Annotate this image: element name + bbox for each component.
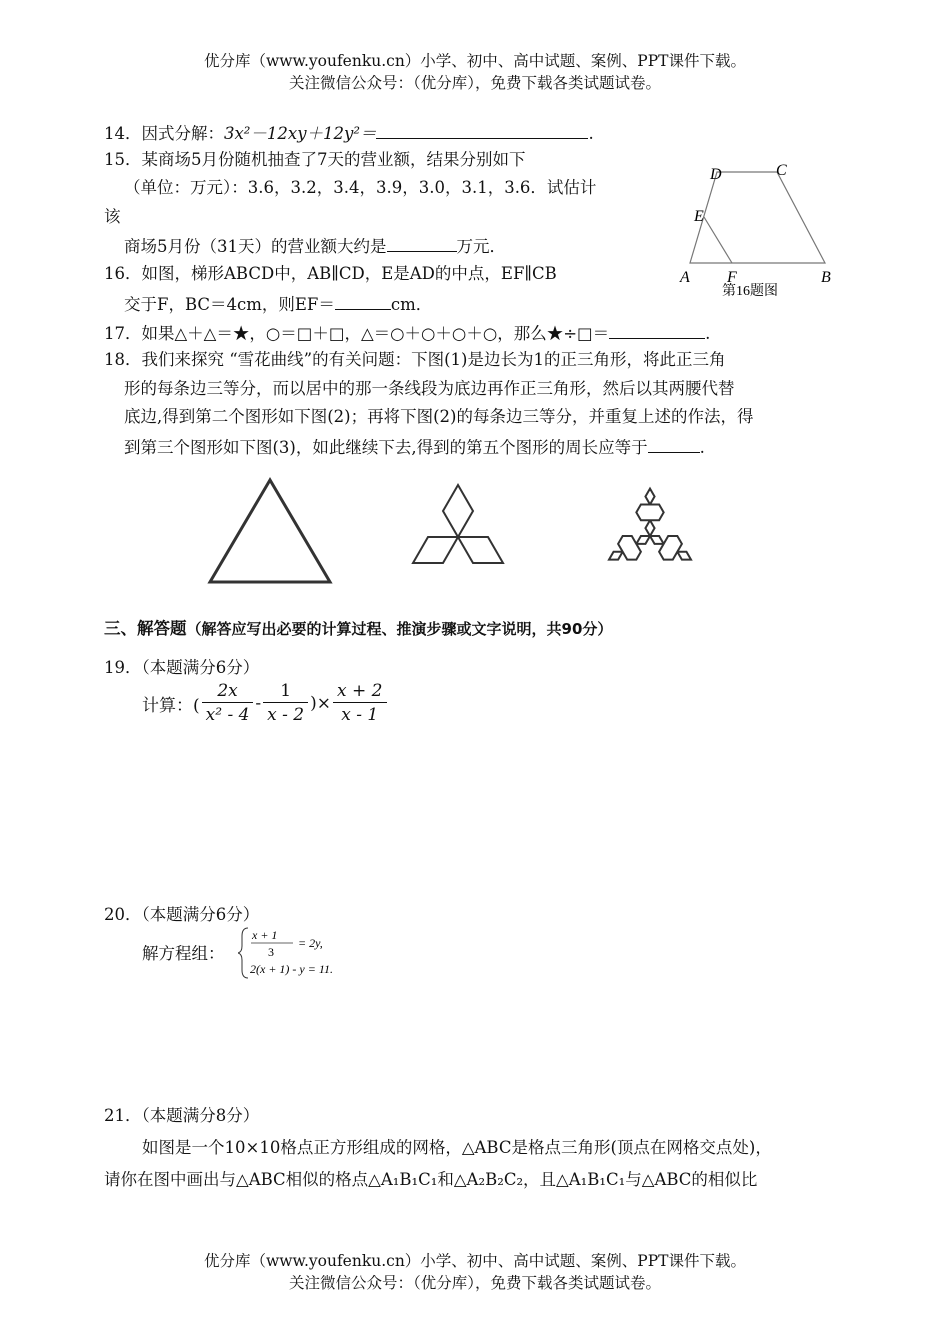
q20-eq1-numerator: x + 1 (252, 928, 278, 942)
label-e: E (694, 208, 704, 225)
label-d: D (710, 166, 722, 183)
q15-line-3: 该 (104, 207, 121, 226)
trapezoid-figure (670, 155, 850, 305)
header-line-1: 优分库（www.youfenku.cn）小学、初中、高中试题、案例、PPT课件下载。 (203, 52, 747, 70)
q18-line-3: 底边,得到第二个图形如下图(2)；再将下图(2)的每条边三等分，并重复上述的作法，得 (124, 407, 754, 426)
q16-answer-blank (335, 291, 391, 310)
q20-label: 解方程组： (142, 944, 225, 963)
q19-f1-denominator: x² - 4 (205, 705, 250, 725)
q19-label: 计算：( (142, 696, 200, 716)
q17-answer-blank (609, 320, 705, 339)
q19-f2-numerator: 1 (263, 680, 308, 703)
q19-fraction-2 (263, 680, 308, 727)
header-line-2: 关注微信公众号：（优分库），免费下载各类试题试卷。 (288, 74, 661, 92)
section-3-heading (104, 617, 612, 641)
snowflake-stage-3 (609, 489, 691, 560)
brace-icon (238, 928, 248, 978)
q15-answer-blank (387, 233, 457, 252)
q15-line-4-unit: 万元． (456, 237, 506, 256)
q15-line-2: （单位：万元）：3.6，3.2，3.4，3.9，3.0，3.1，3.6．试估计 (124, 178, 597, 197)
q20-equation-system (238, 924, 408, 982)
q18-line-4-text: 到第三个图形如下图(3)，如此继续下去,得到的第五个图形的周长应等于 (124, 438, 648, 457)
snowflake-figures (200, 470, 700, 600)
q16-line-2 (124, 291, 432, 317)
section-3-note: （解答应写出必要的计算过程、推演步骤或文字说明，共90分） (186, 620, 613, 638)
label-c: C (776, 162, 787, 179)
q19-f1-numerator: 2x (202, 680, 254, 703)
question-17 (104, 320, 710, 346)
trapezoid-shape (690, 172, 825, 263)
q19-times: )× (310, 693, 332, 714)
q14-expression: 3x²－12xy＋12y²＝ (224, 124, 377, 143)
q19-f2-denominator: x - 2 (267, 705, 305, 725)
label-a: A (680, 269, 690, 286)
q19-minus: - (255, 693, 262, 714)
figure-16-caption: 第16题图 (722, 284, 778, 299)
q16-line-2-unit: cm． (390, 295, 433, 314)
q21-line-2: 请你在图中画出与△ABC相似的格点△A₁B₁C₁和△A₂B₂C₂，且△A₁B₁C₁与△ABC的相似比 (104, 1170, 758, 1189)
q19-f3-denominator: x - 1 (341, 705, 379, 725)
q19-expression (142, 680, 389, 727)
q20-eq2: 2(x + 1) - y = 11. (250, 962, 333, 976)
q21-line-1: 如图是一个10×10格点正方形组成的网格，△ABC是格点三角形(顶点在网格交点处)， (142, 1138, 772, 1157)
q19-head: 19．（本题满分6分） (104, 658, 260, 677)
q14-answer-blank (376, 120, 588, 139)
q17-end: . (705, 324, 711, 343)
q14-end: . (588, 124, 594, 143)
snowflake-stage-1 (210, 480, 330, 582)
q17-text: 17．如果△＋△＝★，○＝□＋□，△＝○＋○＋○＋○，那么★÷□＝ (104, 324, 610, 343)
q14-prefix: 14．因式分解： (104, 124, 224, 143)
q15-line-1: 15．某商场5月份随机抽查了7天的营业额，结果分别如下 (104, 150, 526, 169)
label-b: B (821, 269, 831, 286)
label-f: F (727, 269, 737, 286)
segment-ef (704, 217, 732, 263)
footer-line-2: 关注微信公众号：（优分库），免费下载各类试题试卷。 (288, 1274, 661, 1292)
q15-line-4 (124, 233, 506, 259)
q20-head: 20．（本题满分6分） (104, 905, 260, 924)
q19-fraction-1 (202, 680, 254, 727)
q18-line-1: 18．我们来探究 “雪花曲线”的有关问题：下图(1)是边长为1的正三角形，将此正三角 (104, 350, 726, 369)
q19-fraction-3 (333, 680, 386, 727)
q19-f3-numerator: x + 2 (333, 680, 386, 703)
footer-line-1: 优分库（www.youfenku.cn）小学、初中、高中试题、案例、PPT课件下载。 (203, 1252, 747, 1270)
q18-answer-blank (648, 434, 700, 453)
q15-line-4-text: 商场5月份（31天）的营业额大约是 (124, 237, 387, 256)
q16-line-1: 16．如图，梯形ABCD中，AB∥CD，E是AD的中点，EF∥CB (104, 264, 557, 283)
q18-end: . (699, 438, 705, 457)
q20-eq1-right: = 2y, (298, 936, 323, 950)
q16-line-2-text: 交于F，BC＝4cm，则EF＝ (124, 295, 335, 314)
q21-head: 21．（本题满分8分） (104, 1106, 260, 1125)
question-14 (104, 120, 594, 146)
q20-eq1-denominator: 3 (268, 945, 274, 959)
section-3-title: 三、解答题 (104, 619, 187, 638)
q18-line-2: 形的每条边三等分，而以居中的那一条线段为底边再作正三角形，然后以其两腰代替 (124, 379, 735, 398)
snowflake-stage-2 (413, 485, 503, 563)
q18-line-4 (124, 434, 705, 460)
